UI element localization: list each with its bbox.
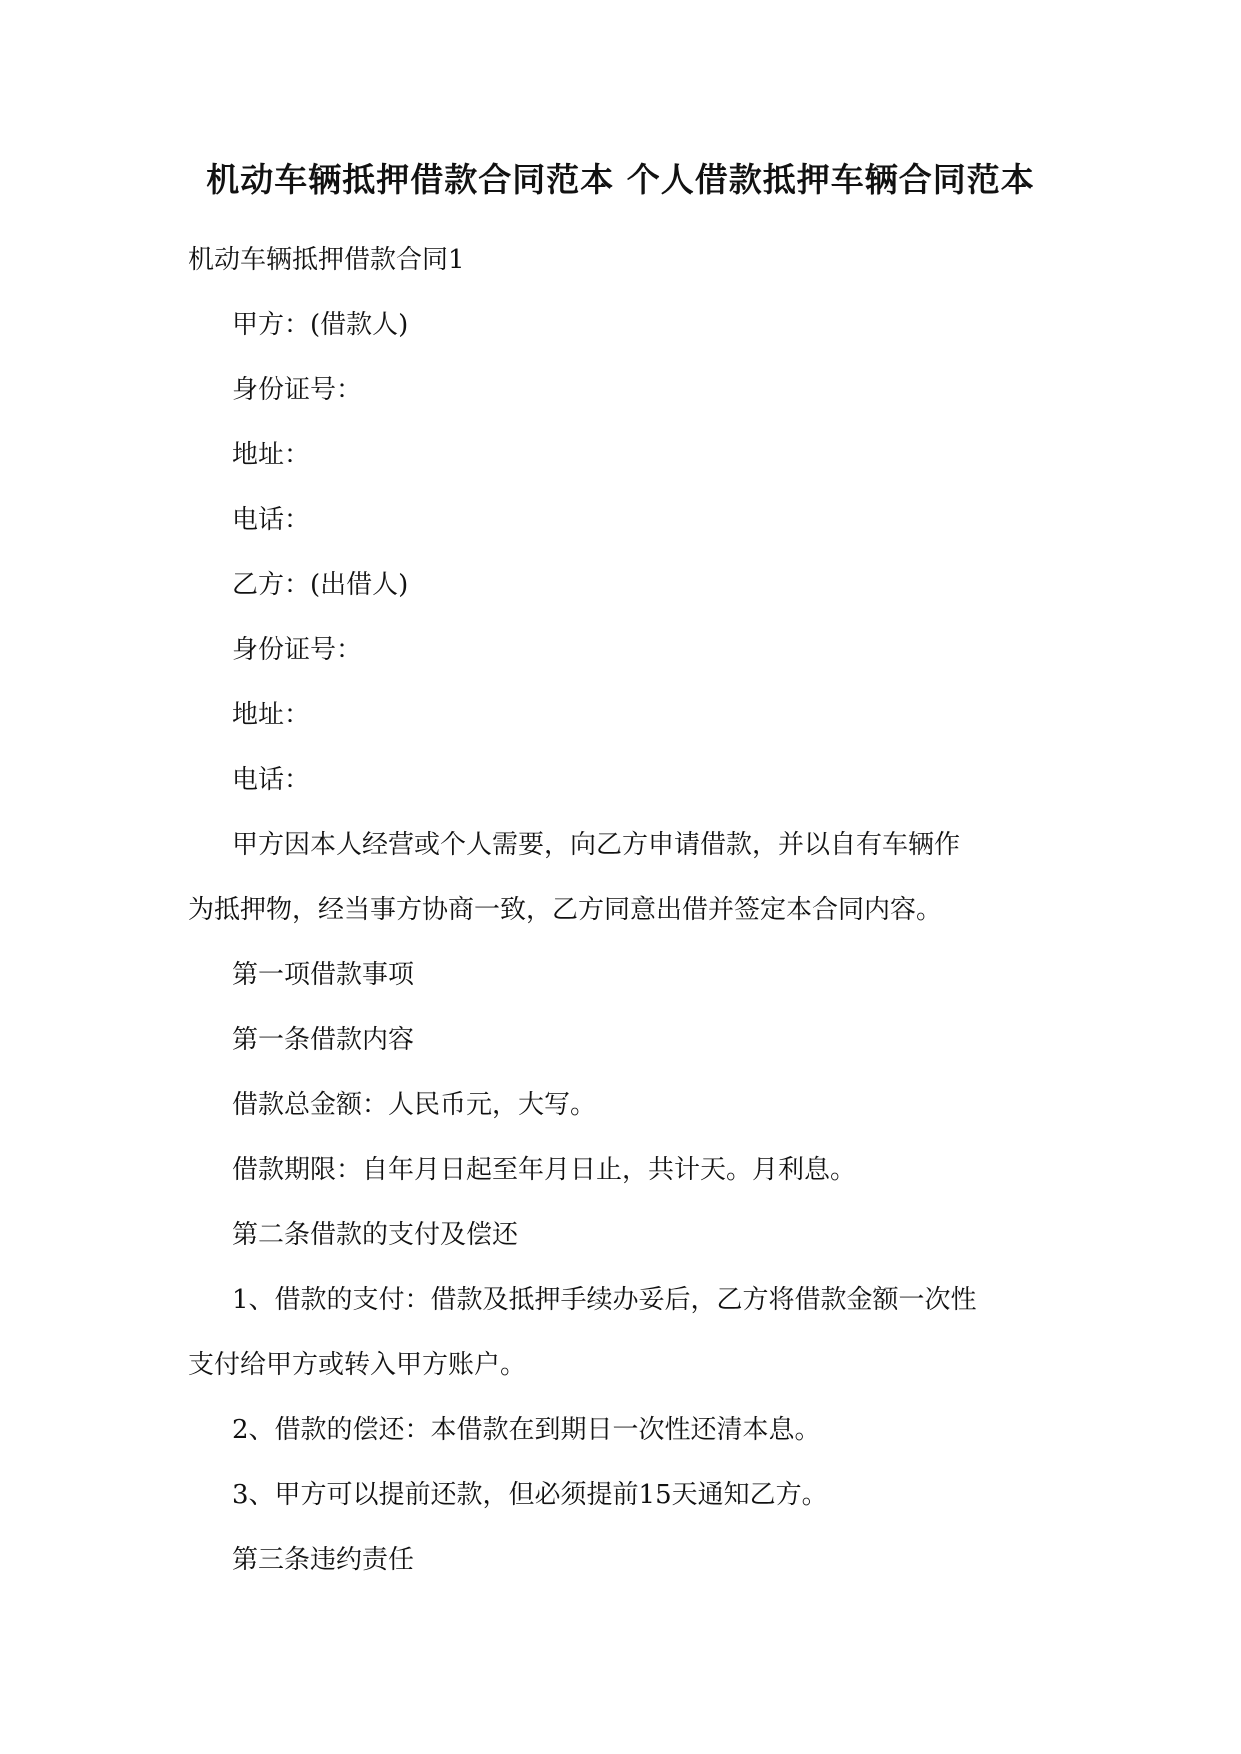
document-body bbox=[188, 228, 1068, 1593]
repayment-clause: 2、借款的偿还：本借款在到期日一次性还清本息。 bbox=[232, 1415, 821, 1445]
party-b-id-label: 身份证号： bbox=[232, 635, 363, 665]
party-a-id-label: 身份证号： bbox=[232, 375, 363, 405]
payment-clause-line-1: 1、借款的支付：借款及抵押手续办妥后，乙方将借款金额一次性 bbox=[232, 1285, 977, 1315]
article-2-heading: 第二条借款的支付及偿还 bbox=[232, 1220, 519, 1250]
contract-subtitle: 机动车辆抵押借款合同1 bbox=[188, 245, 465, 275]
early-repayment-clause: 3、甲方可以提前还款，但必须提前15天通知乙方。 bbox=[232, 1480, 828, 1510]
intro-paragraph-line-2: 为抵押物，经当事方协商一致，乙方同意出借并签定本合同内容。 bbox=[188, 895, 943, 925]
section-1-heading: 第一项借款事项 bbox=[232, 960, 415, 990]
document-title: 机动车辆抵押借款合同范本 个人借款抵押车辆合同范本 bbox=[206, 160, 1035, 199]
payment-clause-line-2: 支付给甲方或转入甲方账户。 bbox=[188, 1350, 527, 1380]
loan-amount-clause: 借款总金额：人民币元，大写。 bbox=[232, 1090, 597, 1120]
article-3-heading: 第三条违约责任 bbox=[232, 1545, 415, 1575]
party-b-phone-label: 电话： bbox=[232, 765, 311, 795]
party-a-label: 甲方：(借款人) bbox=[232, 310, 409, 340]
party-a-address-label: 地址： bbox=[232, 440, 311, 470]
party-a-phone-label: 电话： bbox=[232, 505, 311, 535]
party-b-address-label: 地址： bbox=[232, 700, 311, 730]
article-1-heading: 第一条借款内容 bbox=[232, 1025, 415, 1055]
intro-paragraph-line-1: 甲方因本人经营或个人需要，向乙方申请借款，并以自有车辆作 bbox=[232, 830, 961, 860]
party-b-label: 乙方：(出借人) bbox=[232, 570, 409, 600]
loan-term-clause: 借款期限：自年月日起至年月日止，共计天。月利息。 bbox=[232, 1155, 857, 1185]
